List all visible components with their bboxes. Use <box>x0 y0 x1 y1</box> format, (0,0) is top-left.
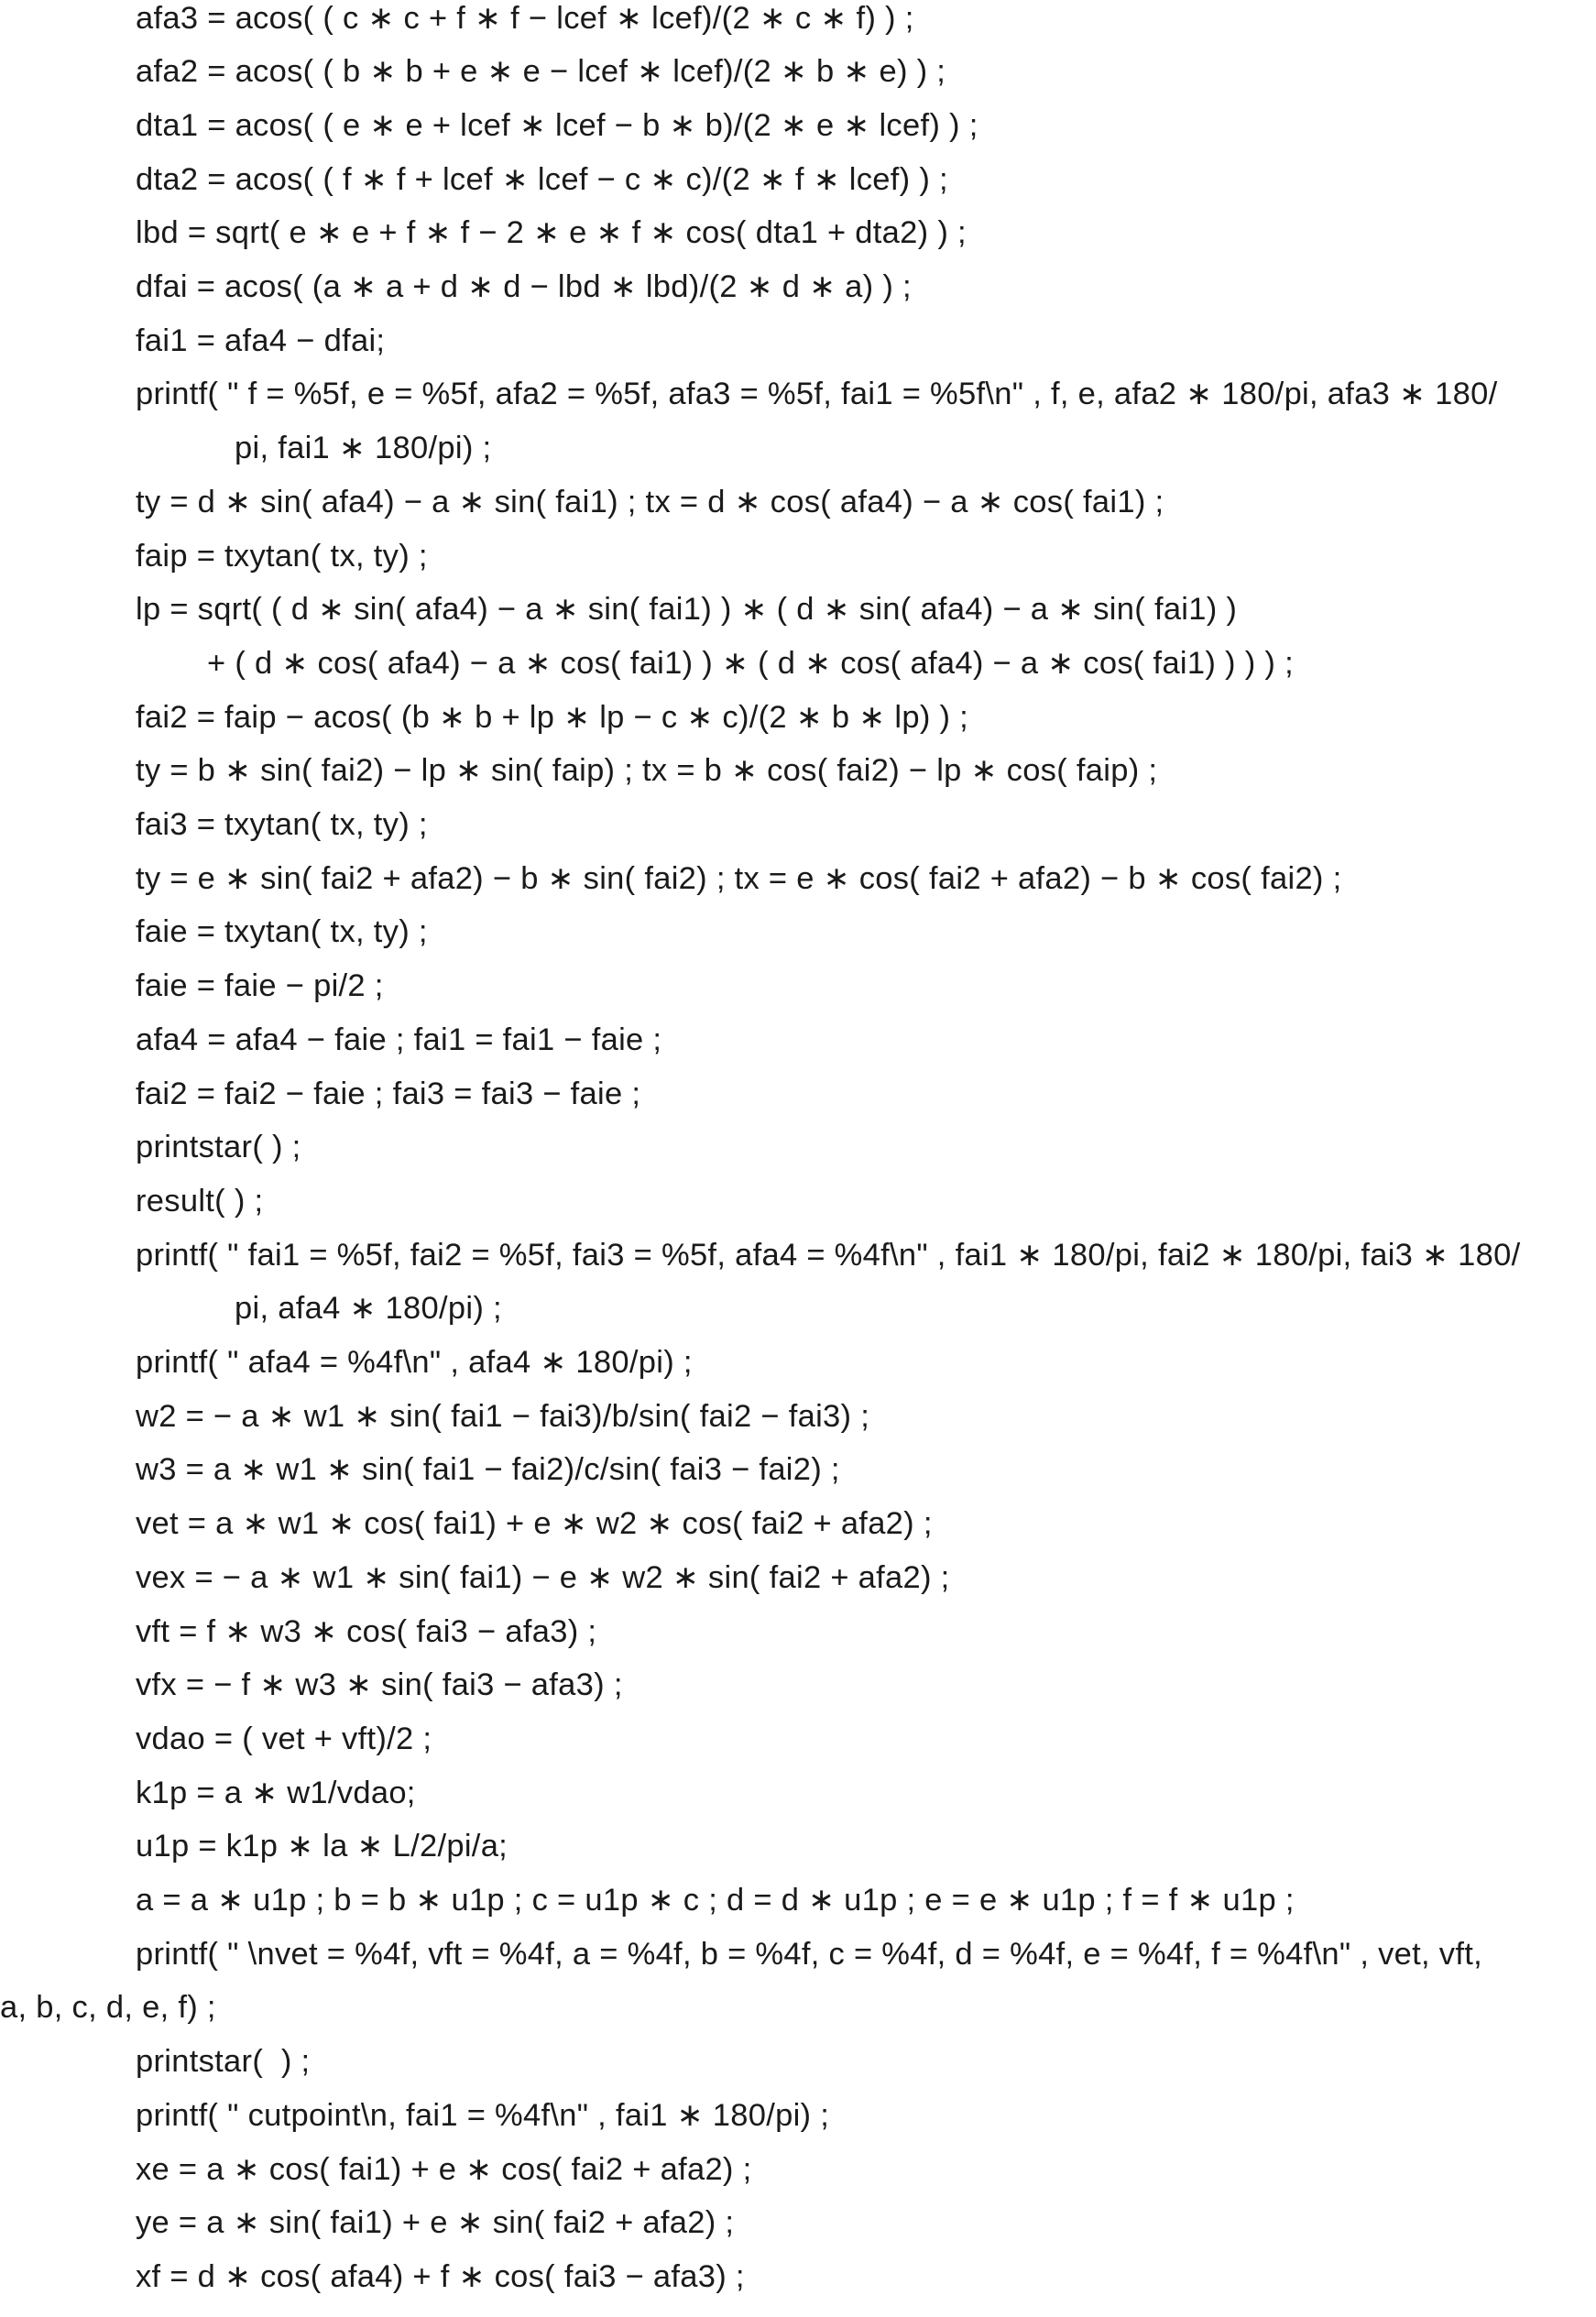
code-line: printstar( ) ; <box>136 1130 301 1164</box>
code-line: faie = faie − pi/2 ; <box>136 968 384 1003</box>
code-line: vft = f ∗ w3 ∗ cos( fai3 − afa3) ; <box>136 1614 597 1649</box>
code-line: fai2 = faip − acos( (b ∗ b + lp ∗ lp − c ∗ c)/(2 ∗ b ∗ lp) ) ; <box>136 700 969 735</box>
code-line: dta2 = acos( ( f ∗ f + lcef ∗ lcef − c ∗ c)/(2 ∗ f ∗ lcef) ) ; <box>136 162 948 197</box>
code-line: vfx = − f ∗ w3 ∗ sin( fai3 − afa3) ; <box>136 1667 623 1702</box>
code-line: w2 = − a ∗ w1 ∗ sin( fai1 − fai3)/b/sin( fai2 − fai3) ; <box>136 1399 870 1434</box>
code-line: fai2 = fai2 − faie ; fai3 = fai3 − faie ; <box>136 1077 641 1111</box>
code-line: printf( " afa4 = %4f\n" , afa4 ∗ 180/pi) ; <box>136 1345 693 1380</box>
code-line: u1p = k1p ∗ la ∗ L/2/pi/a; <box>136 1829 508 1863</box>
code-line: dta1 = acos( ( e ∗ e + lcef ∗ lcef − b ∗ b)/(2 ∗ e ∗ lcef) ) ; <box>136 108 978 143</box>
code-line: afa2 = acos( ( b ∗ b + e ∗ e − lcef ∗ lcef)/(2 ∗ b ∗ e) ) ; <box>136 54 946 89</box>
code-line: ye = a ∗ sin( fai1) + e ∗ sin( fai2 + afa2) ; <box>136 2205 735 2240</box>
code-line: printstar( ) ; <box>136 2044 311 2079</box>
code-line: vdao = ( vet + vft)/2 ; <box>136 1721 432 1756</box>
code-line: fai3 = txytan( tx, ty) ; <box>136 807 428 842</box>
code-line: vet = a ∗ w1 ∗ cos( fai1) + e ∗ w2 ∗ cos( fai2 + afa2) ; <box>136 1506 933 1541</box>
code-line: ty = b ∗ sin( fai2) − lp ∗ sin( faip) ; tx = b ∗ cos( fai2) − lp ∗ cos( faip) ; <box>136 753 1158 788</box>
code-line: faip = txytan( tx, ty) ; <box>136 539 428 574</box>
code-line: xe = a ∗ cos( fai1) + e ∗ cos( fai2 + afa2) ; <box>136 2152 752 2187</box>
code-line: w3 = a ∗ w1 ∗ sin( fai1 − fai2)/c/sin( fai3 − fai2) ; <box>136 1452 840 1487</box>
code-line: printf( " fai1 = %5f, fai2 = %5f, fai3 = %5f, afa4 = %4f\n" , fai1 ∗ 180/pi, fai2 ∗ 180/pi, fai3 ∗ 180/ <box>136 1238 1521 1273</box>
code-line: result( ) ; <box>136 1184 264 1219</box>
code-line-continuation: pi, fai1 ∗ 180/pi) ; <box>235 431 492 465</box>
code-line: ty = e ∗ sin( fai2 + afa2) − b ∗ sin( fai2) ; tx = e ∗ cos( fai2 + afa2) − b ∗ cos( fai2) ; <box>136 861 1342 896</box>
code-line-continuation: + ( d ∗ cos( afa4) − a ∗ cos( fai1) ) ∗ ( d ∗ cos( afa4) − a ∗ cos( fai1) ) ) ) ; <box>207 646 1294 681</box>
code-line-continuation: a, b, c, d, e, f) ; <box>0 1990 216 2025</box>
code-line: vex = − a ∗ w1 ∗ sin( fai1) − e ∗ w2 ∗ sin( fai2 + afa2) ; <box>136 1560 950 1595</box>
code-line: lp = sqrt( ( d ∗ sin( afa4) − a ∗ sin( fai1) ) ∗ ( d ∗ sin( afa4) − a ∗ sin( fai1) ) <box>136 592 1238 627</box>
code-line-continuation: pi, afa4 ∗ 180/pi) ; <box>235 1291 502 1326</box>
code-line: ty = d ∗ sin( afa4) − a ∗ sin( fai1) ; tx = d ∗ cos( afa4) − a ∗ cos( fai1) ; <box>136 485 1164 519</box>
code-line: faie = txytan( tx, ty) ; <box>136 914 428 949</box>
code-line: printf( " cutpoint\n, fai1 = %4f\n" , fai1 ∗ 180/pi) ; <box>136 2098 830 2133</box>
code-line: dfai = acos( (a ∗ a + d ∗ d − lbd ∗ lbd)/(2 ∗ d ∗ a) ) ; <box>136 269 912 304</box>
code-line: afa4 = afa4 − faie ; fai1 = fai1 − faie ; <box>136 1022 662 1057</box>
code-line: xf = d ∗ cos( afa4) + f ∗ cos( fai3 − afa3) ; <box>136 2259 745 2294</box>
code-line: k1p = a ∗ w1/vdao; <box>136 1776 416 1810</box>
code-line: a = a ∗ u1p ; b = b ∗ u1p ; c = u1p ∗ c ; d = d ∗ u1p ; e = e ∗ u1p ; f = f ∗ u1p ; <box>136 1883 1295 1918</box>
code-line: printf( " f = %5f, e = %5f, afa2 = %5f, afa3 = %5f, fai1 = %5f\n" , f, e, afa2 ∗ 180/pi, afa3 ∗ 180/ <box>136 377 1498 411</box>
code-line: fai1 = afa4 − dfai; <box>136 323 386 358</box>
code-line: lbd = sqrt( e ∗ e + f ∗ f − 2 ∗ e ∗ f ∗ cos( dta1 + dta2) ) ; <box>136 215 967 250</box>
code-line: printf( " \nvet = %4f, vft = %4f, a = %4f, b = %4f, c = %4f, d = %4f, e = %4f, f = %4f\n" , vet, vft, <box>136 1937 1482 1972</box>
code-line: afa3 = acos( ( c ∗ c + f ∗ f − lcef ∗ lcef)/(2 ∗ c ∗ f) ) ; <box>136 1 914 36</box>
